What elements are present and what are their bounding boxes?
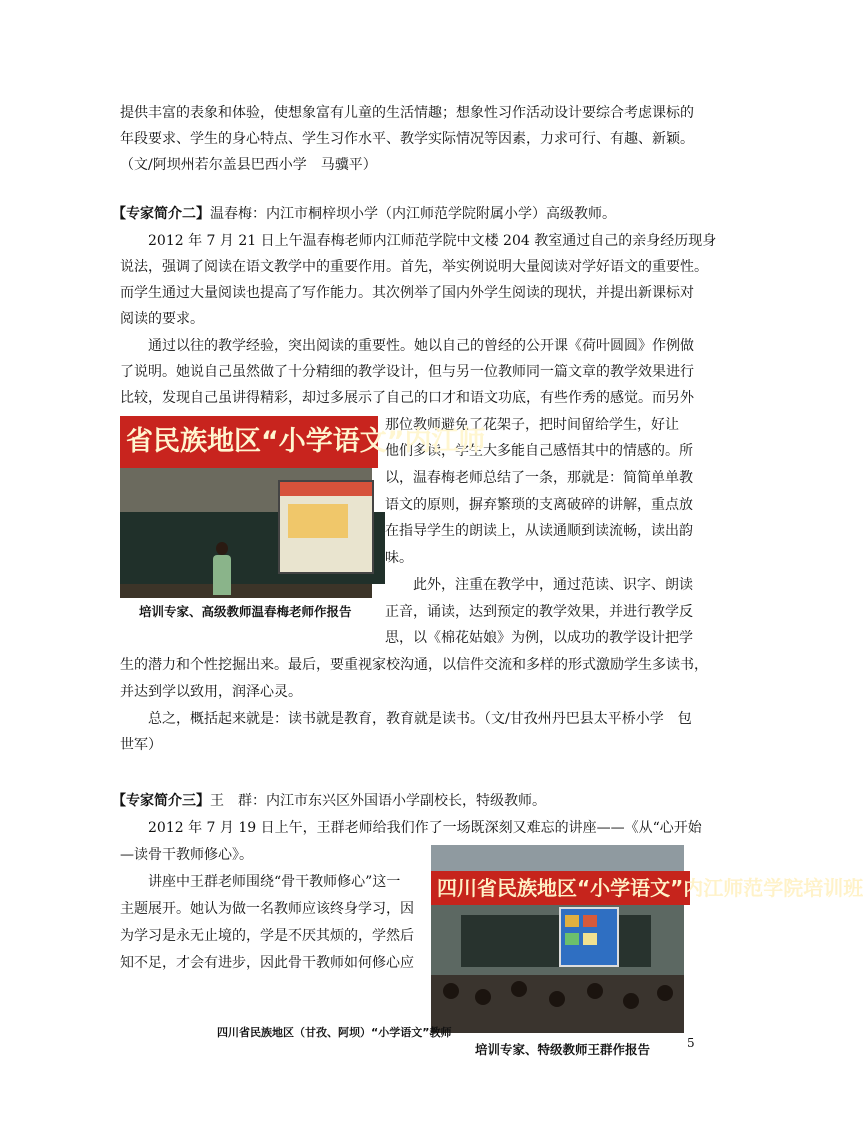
body-line: 在指导学生的朗读上，从读通顺到读流畅，读出韵 <box>385 523 693 539</box>
slide-tile <box>583 933 597 945</box>
body-line: 此外，注重在教学中，通过范读、识字、朗读 <box>413 577 693 593</box>
photo-banner: 省民族地区“小学语文”内江师 <box>120 416 378 468</box>
body-line: 2012 年 7 月 19 日上午，王群老师给我们作了一场既深刻又难忘的讲座——《从“心开始 <box>148 820 702 836</box>
projection-screen <box>278 480 374 574</box>
speaker-figure <box>210 542 234 598</box>
speaker-head <box>216 542 228 555</box>
slide-image <box>288 504 348 538</box>
floor <box>120 584 372 598</box>
body-line: 思，以《棉花姑娘》为例，以成功的教学设计把学 <box>385 630 693 646</box>
body-line: 生的潜力和个性挖掘出来。最后，要重视家校沟通，以信件交流和多样的形式激励学生多读书， <box>120 657 708 673</box>
blackboard <box>461 915 651 967</box>
body-line: 而学生通过大量阅读也提高了写作能力。其次例举了国内外学生阅读的现状，并提出新课标对 <box>120 285 694 301</box>
body-line: 为学习是永无止境的，学是不厌其烦的，学然后 <box>120 928 414 944</box>
speaker-body <box>213 555 231 595</box>
photo-banner: 四川省民族地区“小学语文”内江师范学院培训班 <box>431 871 690 905</box>
body-line: 总之，概括起来就是：读书就是教育，教育就是读书。（文/甘孜州丹巴县太平桥小学 包 <box>148 711 692 727</box>
audience-head <box>587 983 603 999</box>
audience <box>431 975 684 1033</box>
ceiling <box>431 845 684 871</box>
body-line: 世军） <box>120 737 162 753</box>
body-line: 2012 年 7 月 21 日上午温春梅老师内江师范学院中文楼 204 教室通过自己的亲身经历现身 <box>148 233 717 249</box>
audience-head <box>511 981 527 997</box>
slide-tile <box>565 933 579 945</box>
slide-tile <box>583 915 597 927</box>
body-line: 提供丰富的表象和体验，使想象富有儿童的生活情趣；想象性习作活动设计要综合考虑课标的 <box>120 105 694 121</box>
body-line: 讲座中王群老师围绕“骨干教师修心”这一 <box>148 874 401 890</box>
body-line: 并达到学以致用，润泽心灵。 <box>120 684 302 700</box>
audience-head <box>623 993 639 1009</box>
body-line: 那位教师避免了花架子，把时间留给学生，好让 <box>385 417 679 433</box>
expert2-intro: 温春梅：内江市桐梓坝小学（内江师范学院附属小学）高级教师。 <box>210 206 616 222</box>
expert3-intro: 王 群：内江市东兴区外国语小学副校长，特级教师。 <box>210 793 546 809</box>
body-line: —读骨干教师修心》。 <box>120 847 253 863</box>
body-line: 了说明。她说自己虽然做了十分精细的教学设计，但与另一位教师同一篇文章的教学效果进行 <box>120 364 694 380</box>
body-line: 以，温春梅老师总结了一条，那就是：简简单单教 <box>385 470 693 486</box>
expert3-heading: 【专家简介三】 <box>112 793 210 809</box>
photo-caption: 培训专家、高级教师温春梅老师作报告 <box>139 604 352 619</box>
page-footer: 四川省民族地区（甘孜、阿坝）“小学语文”教师 <box>217 1026 452 1039</box>
body-line: 语文的原则，摒弃繁琐的支离破碎的讲解，重点放 <box>385 497 693 513</box>
audience-head <box>475 989 491 1005</box>
body-line: 味。 <box>385 550 413 566</box>
body-line: 正音，诵读，达到预定的教学效果，并进行教学反 <box>385 604 693 620</box>
slide-tile <box>565 915 579 927</box>
expert3-intro-line <box>112 791 546 811</box>
body-line: 通过以往的教学经验，突出阅读的重要性。她以自己的曾经的公开课《荷叶圆圆》作例做 <box>148 338 694 354</box>
body-line: 说法，强调了阅读在语文教学中的重要作用。首先，举实例说明大量阅读对学好语文的重要性。 <box>120 259 708 275</box>
body-line: 知不足，才会有进步，因此骨干教师如何修心应 <box>120 955 414 971</box>
expert2-intro-line <box>112 204 616 224</box>
photo-wang-qun <box>431 845 863 1033</box>
body-line: （文/阿坝州若尔盖县巴西小学 马骥平） <box>120 157 377 173</box>
expert2-heading: 【专家简介二】 <box>112 206 210 222</box>
projection-screen <box>559 907 619 967</box>
audience-head <box>657 985 673 1001</box>
body-line: 他们多读，学生大多能自己感悟其中的情感的。所 <box>385 443 693 459</box>
body-line: 主题展开。她认为做一名教师应该终身学习，因 <box>120 901 414 917</box>
photo-caption: 培训专家、特级教师王群作报告 <box>475 1042 651 1057</box>
body-line: 比较，发现自己虽讲得精彩，却过多展示了自己的口才和语文功底，有些作秀的感觉。而另外 <box>120 390 694 406</box>
audience-head <box>549 991 565 1007</box>
body-line: 年段要求、学生的身心特点、学生习作水平、教学实际情况等因素，力求可行、有趣、新颖。 <box>120 131 694 147</box>
body-line: 阅读的要求。 <box>120 311 204 327</box>
slide-header <box>280 482 372 496</box>
audience-head <box>443 983 459 999</box>
page-number: 5 <box>687 1036 695 1050</box>
photo-wen-chunmei <box>120 416 486 598</box>
